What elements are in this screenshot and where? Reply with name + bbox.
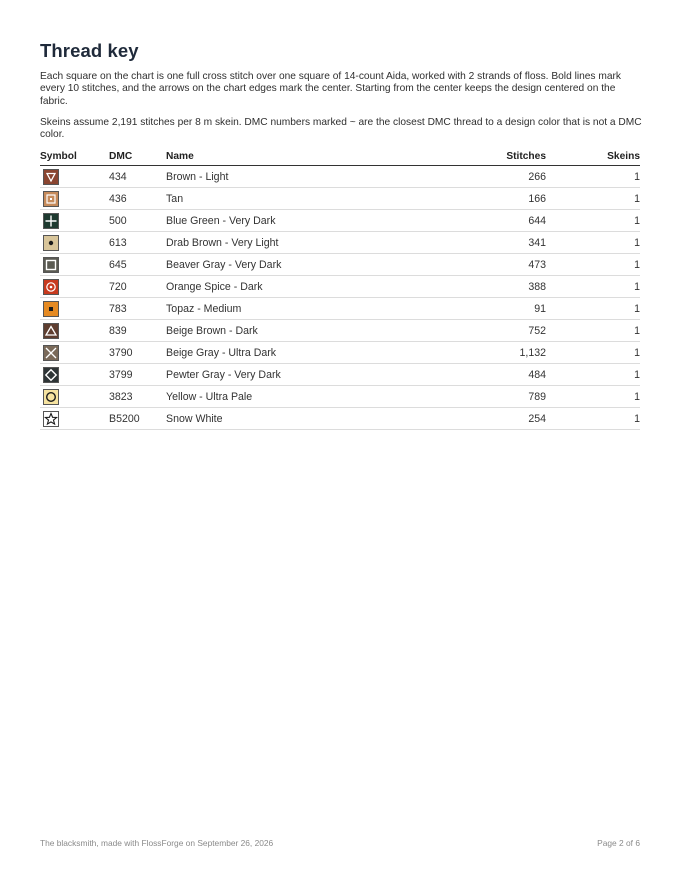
circle-symbol-icon xyxy=(43,389,59,405)
stitch-count: 388 xyxy=(426,276,546,298)
skein-count: 1 xyxy=(546,386,640,408)
thread-name: Tan xyxy=(166,188,426,210)
footer-credit: The blacksmith, made with FlossForge on September 26, 2026 xyxy=(40,838,274,848)
thread-name: Drab Brown - Very Light xyxy=(166,232,426,254)
thread-name: Topaz - Medium xyxy=(166,298,426,320)
thread-name: Beige Gray - Ultra Dark xyxy=(166,342,426,364)
dot-symbol-icon xyxy=(43,235,59,251)
symbol-cell xyxy=(40,232,109,254)
skein-count: 1 xyxy=(546,320,640,342)
skein-count: 1 xyxy=(546,364,640,386)
stitch-count: 752 xyxy=(426,320,546,342)
symbol-cell xyxy=(40,298,109,320)
circle-dot-symbol-icon xyxy=(43,279,59,295)
stitch-count: 789 xyxy=(426,386,546,408)
triangle-up-symbol-icon xyxy=(43,323,59,339)
symbol-cell xyxy=(40,166,109,188)
thread-name: Blue Green - Very Dark xyxy=(166,210,426,232)
diamond-symbol-icon xyxy=(43,367,59,383)
skein-count: 1 xyxy=(546,342,640,364)
symbol-cell xyxy=(40,408,109,430)
dmc-number: 436 xyxy=(109,188,166,210)
stitch-count: 484 xyxy=(426,364,546,386)
dmc-number: 3790 xyxy=(109,342,166,364)
symbol-cell xyxy=(40,386,109,408)
symbol-cell xyxy=(40,364,109,386)
table-row xyxy=(40,342,640,364)
stitch-count: 166 xyxy=(426,188,546,210)
thread-name: Beaver Gray - Very Dark xyxy=(166,254,426,276)
dmc-number: 839 xyxy=(109,320,166,342)
header-symbol: Symbol xyxy=(40,148,109,166)
small-square-symbol-icon xyxy=(43,301,59,317)
stitch-count: 266 xyxy=(426,166,546,188)
square-dot-symbol-icon xyxy=(43,191,59,207)
stitch-count: 91 xyxy=(426,298,546,320)
symbol-cell xyxy=(40,320,109,342)
table-row xyxy=(40,276,640,298)
table-header-row xyxy=(40,148,640,166)
footer-page-number: Page 2 of 6 xyxy=(597,838,640,848)
star-symbol-icon xyxy=(43,411,59,427)
symbol-cell xyxy=(40,254,109,276)
intro-paragraph: Each square on the chart is one full cross stitch over one square of 14-count Aida, worked with 2 strands of floss. Bold lines mark every 10 stitches, and the arrows on the chart edges mark the center. Starting from the center keeps the design centered on the fabric. xyxy=(40,71,621,107)
dmc-number: 434 xyxy=(109,166,166,188)
header-skeins: Skeins xyxy=(546,148,640,166)
thread-name: Snow White xyxy=(166,408,426,430)
symbol-cell xyxy=(40,188,109,210)
header-stitches: Stitches xyxy=(426,148,546,166)
thread-name: Pewter Gray - Very Dark xyxy=(166,364,426,386)
dmc-number: 720 xyxy=(109,276,166,298)
table-row xyxy=(40,188,640,210)
skein-count: 1 xyxy=(546,210,640,232)
stitch-count: 473 xyxy=(426,254,546,276)
skein-count: 1 xyxy=(546,188,640,210)
dmc-number: 645 xyxy=(109,254,166,276)
dmc-number: 3823 xyxy=(109,386,166,408)
table-row xyxy=(40,408,640,430)
thread-key-table xyxy=(40,148,640,430)
symbol-cell xyxy=(40,210,109,232)
skein-count: 1 xyxy=(546,408,640,430)
symbol-cell xyxy=(40,276,109,298)
dmc-number: 783 xyxy=(109,298,166,320)
thread-name: Brown - Light xyxy=(166,166,426,188)
table-row xyxy=(40,386,640,408)
table-row xyxy=(40,166,640,188)
cross-symbol-icon xyxy=(43,345,59,361)
stitch-count: 254 xyxy=(426,408,546,430)
table-row xyxy=(40,320,640,342)
table-row xyxy=(40,210,640,232)
thread-name: Orange Spice - Dark xyxy=(166,276,426,298)
skein-count: 1 xyxy=(546,254,640,276)
header-name: Name xyxy=(166,148,426,166)
stitch-count: 644 xyxy=(426,210,546,232)
triangle-down-symbol-icon xyxy=(43,169,59,185)
stitch-count: 1,132 xyxy=(426,342,546,364)
table-row xyxy=(40,364,640,386)
table-row xyxy=(40,232,640,254)
thread-name: Beige Brown - Dark xyxy=(166,320,426,342)
skein-count: 1 xyxy=(546,166,640,188)
header-dmc: DMC xyxy=(109,148,166,166)
dmc-number: B5200 xyxy=(109,408,166,430)
skein-count: 1 xyxy=(546,232,640,254)
stitch-count: 341 xyxy=(426,232,546,254)
dmc-number: 3799 xyxy=(109,364,166,386)
skein-count: 1 xyxy=(546,276,640,298)
page-title: Thread key xyxy=(40,40,139,61)
skein-count: 1 xyxy=(546,298,640,320)
table-row xyxy=(40,298,640,320)
square-symbol-icon xyxy=(43,257,59,273)
symbol-cell xyxy=(40,342,109,364)
skein-note: Skeins assume 2,191 stitches per 8 m skein. DMC numbers marked ~ are the closest DMC thread to a design color that is not a DMC color. xyxy=(40,117,642,141)
thread-name: Yellow - Ultra Pale xyxy=(166,386,426,408)
dmc-number: 613 xyxy=(109,232,166,254)
plus-symbol-icon xyxy=(43,213,59,229)
dmc-number: 500 xyxy=(109,210,166,232)
table-row xyxy=(40,254,640,276)
